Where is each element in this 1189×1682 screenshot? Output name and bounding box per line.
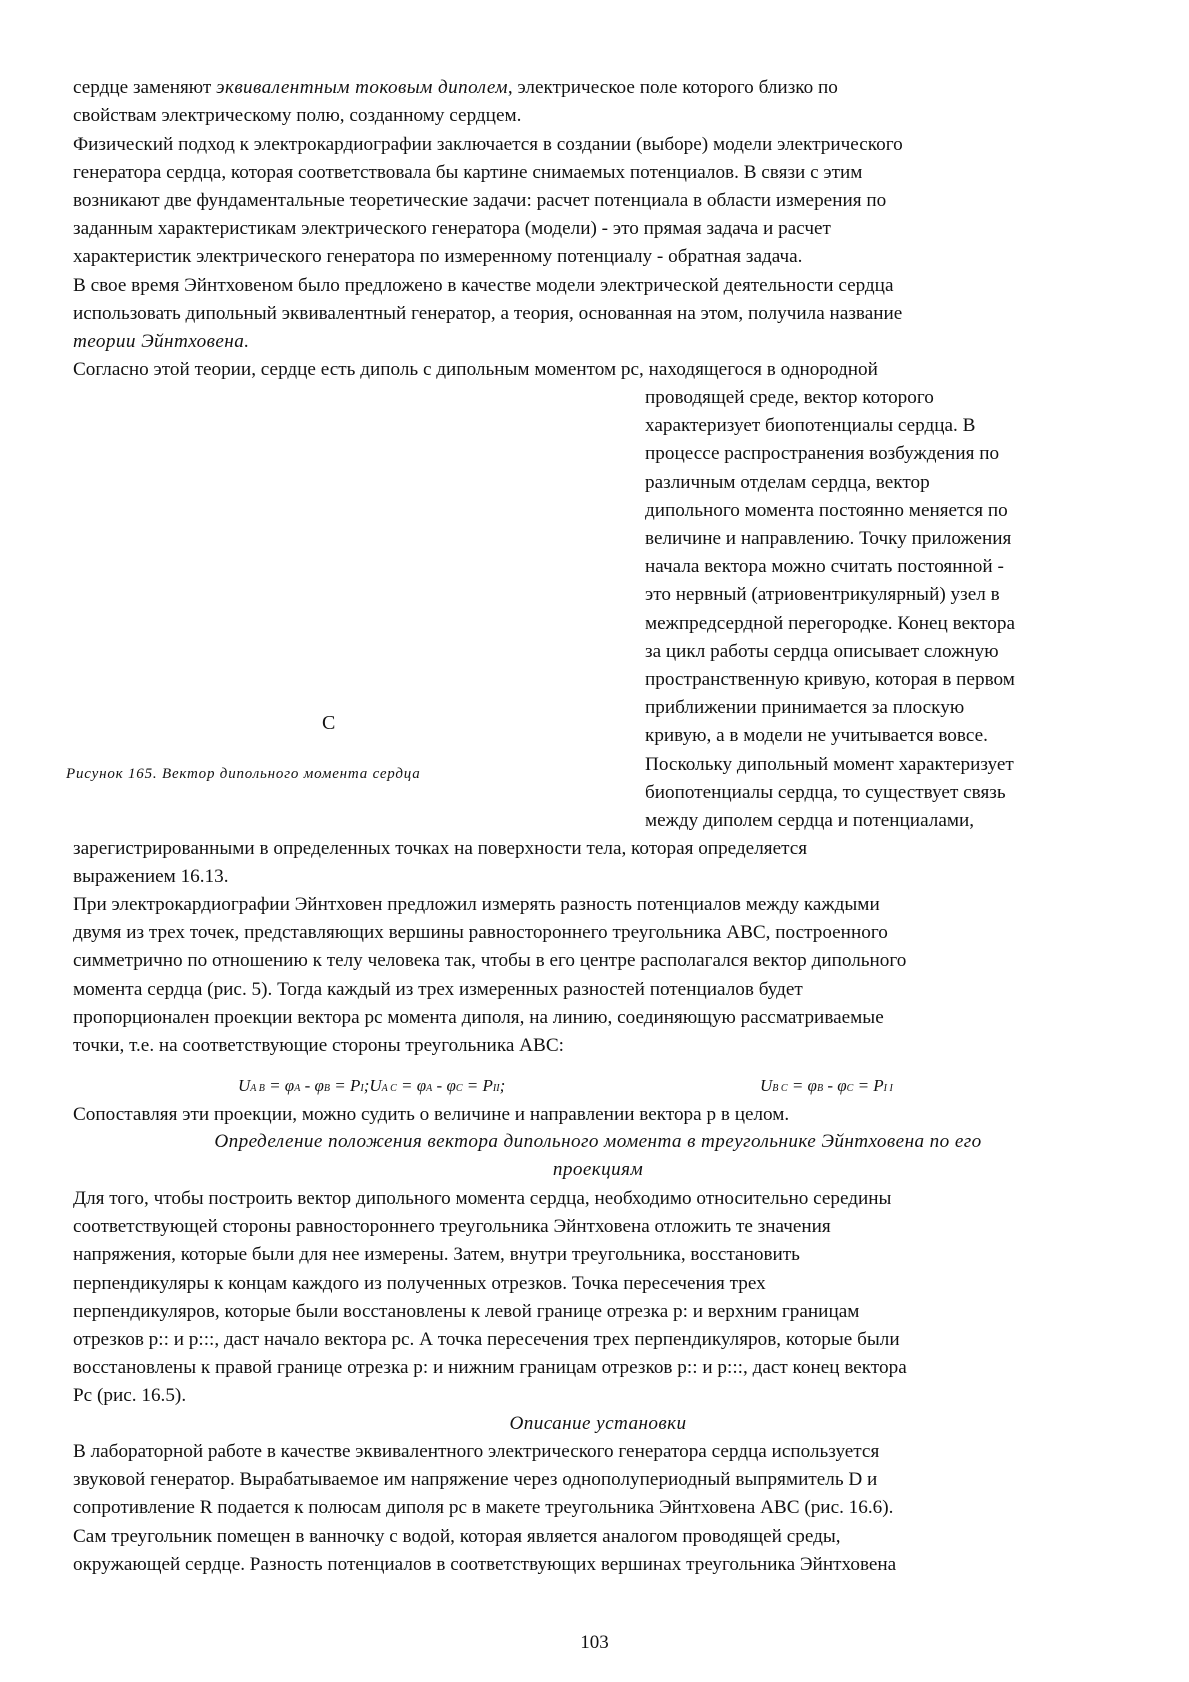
text-line: начала вектора можно считать постоянной - bbox=[645, 556, 1004, 578]
text-line: симметрично по отношению к телу человека так, чтобы в его центре располагался вектор дипольного bbox=[73, 950, 907, 972]
heading-line: проекциям bbox=[552, 1159, 644, 1181]
text-line: сердце заменяют эквивалентным токовым диполем, электрическое поле которого близко по bbox=[73, 77, 838, 98]
wrapped-text-column bbox=[645, 384, 1125, 835]
text-line: характеризует биопотенциалы сердца. В bbox=[645, 415, 976, 437]
italic-term: эквивалентным токовым диполем bbox=[216, 77, 508, 98]
section-heading bbox=[73, 1410, 1123, 1438]
text-line: сопротивление R подается к полюсам диполя pc в макете треугольника Эйнтховена ABC (рис. 16.6). bbox=[73, 1497, 894, 1519]
text-line: дипольного момента постоянно меняется по bbox=[645, 499, 1008, 521]
formula-left: UA B = φA - φB = PI;UA C = φA - φC = PII; bbox=[238, 1076, 506, 1095]
text-line: проводящей среде, вектор которого bbox=[645, 387, 934, 408]
text-line: различным отделам сердца, вектор bbox=[645, 471, 930, 493]
text-line: приближении принимается за плоскую bbox=[645, 697, 965, 719]
text-line: восстановлены к правой границе отрезка p: и нижним границам отрезков p:: и p:::, даст конец вектора bbox=[73, 1357, 907, 1379]
text-line: Сопоставляя эти проекции, можно судить о величине и направлении вектора p в целом. bbox=[73, 1104, 790, 1125]
figure-point-label: C bbox=[322, 712, 336, 734]
text-line: момента сердца (рис. 5). Тогда каждый из трех измеренных разностей потенциалов будет bbox=[73, 978, 803, 1000]
paragraph-6 bbox=[73, 1101, 1123, 1129]
text-line: окружающей сердце. Разность потенциалов в соответствующих вершинах треугольника Эйнтховена bbox=[73, 1553, 897, 1575]
heading-line: Определение положения вектора дипольного момента в треугольнике Эйнтховена по его bbox=[214, 1131, 982, 1152]
text-line: пространственную кривую, которая в первом bbox=[645, 669, 1015, 691]
paragraph-4-start bbox=[73, 356, 1123, 384]
heading-line: Описание установки bbox=[509, 1413, 687, 1434]
text-line: соответствующей стороны равностороннего треугольника Эйнтховена отложить те значения bbox=[73, 1216, 831, 1238]
paragraph-1 bbox=[73, 74, 1123, 130]
text-line: При электрокардиографии Эйнтховен предложил измерять разность потенциалов между каждыми bbox=[73, 894, 880, 915]
paragraph-8 bbox=[73, 1438, 1123, 1579]
text-line: Для того, чтобы построить вектор дипольного момента сердца, необходимо относительно середины bbox=[73, 1188, 892, 1209]
text-line: выражением 16.13. bbox=[73, 866, 229, 888]
text-line: процессе распространения возбуждения по bbox=[645, 443, 1000, 465]
text-line: за цикл работы сердца описывает сложную bbox=[645, 640, 999, 662]
italic-term: теории Эйнтховена. bbox=[73, 330, 250, 352]
text-line: точки, т.е. на соответствующие стороны треугольника ABC: bbox=[73, 1035, 564, 1057]
text-line: Pc (рис. 16.5). bbox=[73, 1385, 187, 1407]
formula-right: UB C = φB - φC = PI I bbox=[760, 1076, 893, 1095]
text-line: пропорционален проекции вектора pc момента диполя, на линию, соединяющую рассматриваемые bbox=[73, 1006, 884, 1028]
text-line: двумя из трех точек, представляющих вершины равностороннего треугольника ABC, построенного bbox=[73, 922, 888, 944]
text-line: Поскольку дипольный момент характеризует bbox=[645, 753, 1014, 775]
text-line: В лабораторной работе в качестве эквивалентного электрического генератора сердца используется bbox=[73, 1441, 880, 1462]
text-line: зарегистрированными в определенных точках на поверхности тела, которая определяется bbox=[73, 838, 808, 859]
text-line: отрезков p:: и p:::, даст начало вектора pc. А точка пересечения трех перпендикуляров, которые были bbox=[73, 1329, 900, 1351]
paragraph-3 bbox=[73, 272, 1123, 357]
text-line: это нервный (атриовентрикулярный) узел в bbox=[645, 584, 1000, 606]
text-line: биопотенциалы сердца, то существует связь bbox=[645, 781, 1006, 803]
text-line: кривую, а в модели не учитывается вовсе. bbox=[645, 725, 988, 747]
text-line: перпендикуляров, которые были восстановлены к левой границе отрезка p: и верхним границам bbox=[73, 1300, 860, 1322]
section-heading bbox=[73, 1128, 1123, 1184]
paragraph-5 bbox=[73, 891, 1123, 1060]
text-line: использовать дипольный эквивалентный генератор, а теория, основанная на этом, получила название bbox=[73, 302, 903, 324]
text-line: напряжения, которые были для нее измерены. Затем, внутри треугольника, восстановить bbox=[73, 1244, 800, 1266]
text-line: Сам треугольник помещен в ванночку с водой, которая является аналогом проводящей среды, bbox=[73, 1525, 841, 1547]
paragraph-4-tail bbox=[73, 835, 1123, 891]
text-line: В свое время Эйнтховеном было предложено в качестве модели электрической деятельности сердца bbox=[73, 274, 894, 296]
text-line: свойствам электрическому полю, созданному сердцем. bbox=[73, 105, 522, 127]
page-number: 103 bbox=[580, 1632, 609, 1653]
text-line: генератора сердца, которая соответствовала бы картине снимаемых потенциалов. В связи с этим bbox=[73, 161, 863, 183]
text-line: между диполем сердца и потенциалами, bbox=[645, 810, 975, 832]
text-line: характеристик электрического генератора по измеренному потенциалу - обратная задача. bbox=[73, 246, 803, 268]
text-line: Согласно этой теории, сердце есть диполь с дипольным моментом pc, находящегося в однородной bbox=[73, 359, 878, 380]
text-line: Физический подход к электрокардиографии заключается в создании (выборе) модели электрического bbox=[73, 133, 903, 155]
text-line: звуковой генератор. Вырабатываемое им напряжение через однополупериодный выпрямитель D и bbox=[73, 1469, 878, 1491]
figure-caption: Рисунок 165. Вектор дипольного момента сердца bbox=[66, 766, 421, 782]
text-line: величине и направлению. Точку приложения bbox=[645, 528, 1012, 550]
text-line: заданным характеристикам электрического генератора (модели) - это прямая задача и расчет bbox=[73, 218, 831, 240]
paragraph-7 bbox=[73, 1185, 1123, 1411]
text-line: возникают две фундаментальные теоретические задачи: расчет потенциала в области измерения по bbox=[73, 189, 887, 211]
paragraph-2 bbox=[73, 131, 1123, 272]
text-line: межпредсердной перегородке. Конец вектора bbox=[645, 612, 1015, 634]
text-line: перпендикуляры к концам каждого из полученных отрезков. Точка пересечения трех bbox=[73, 1272, 766, 1294]
